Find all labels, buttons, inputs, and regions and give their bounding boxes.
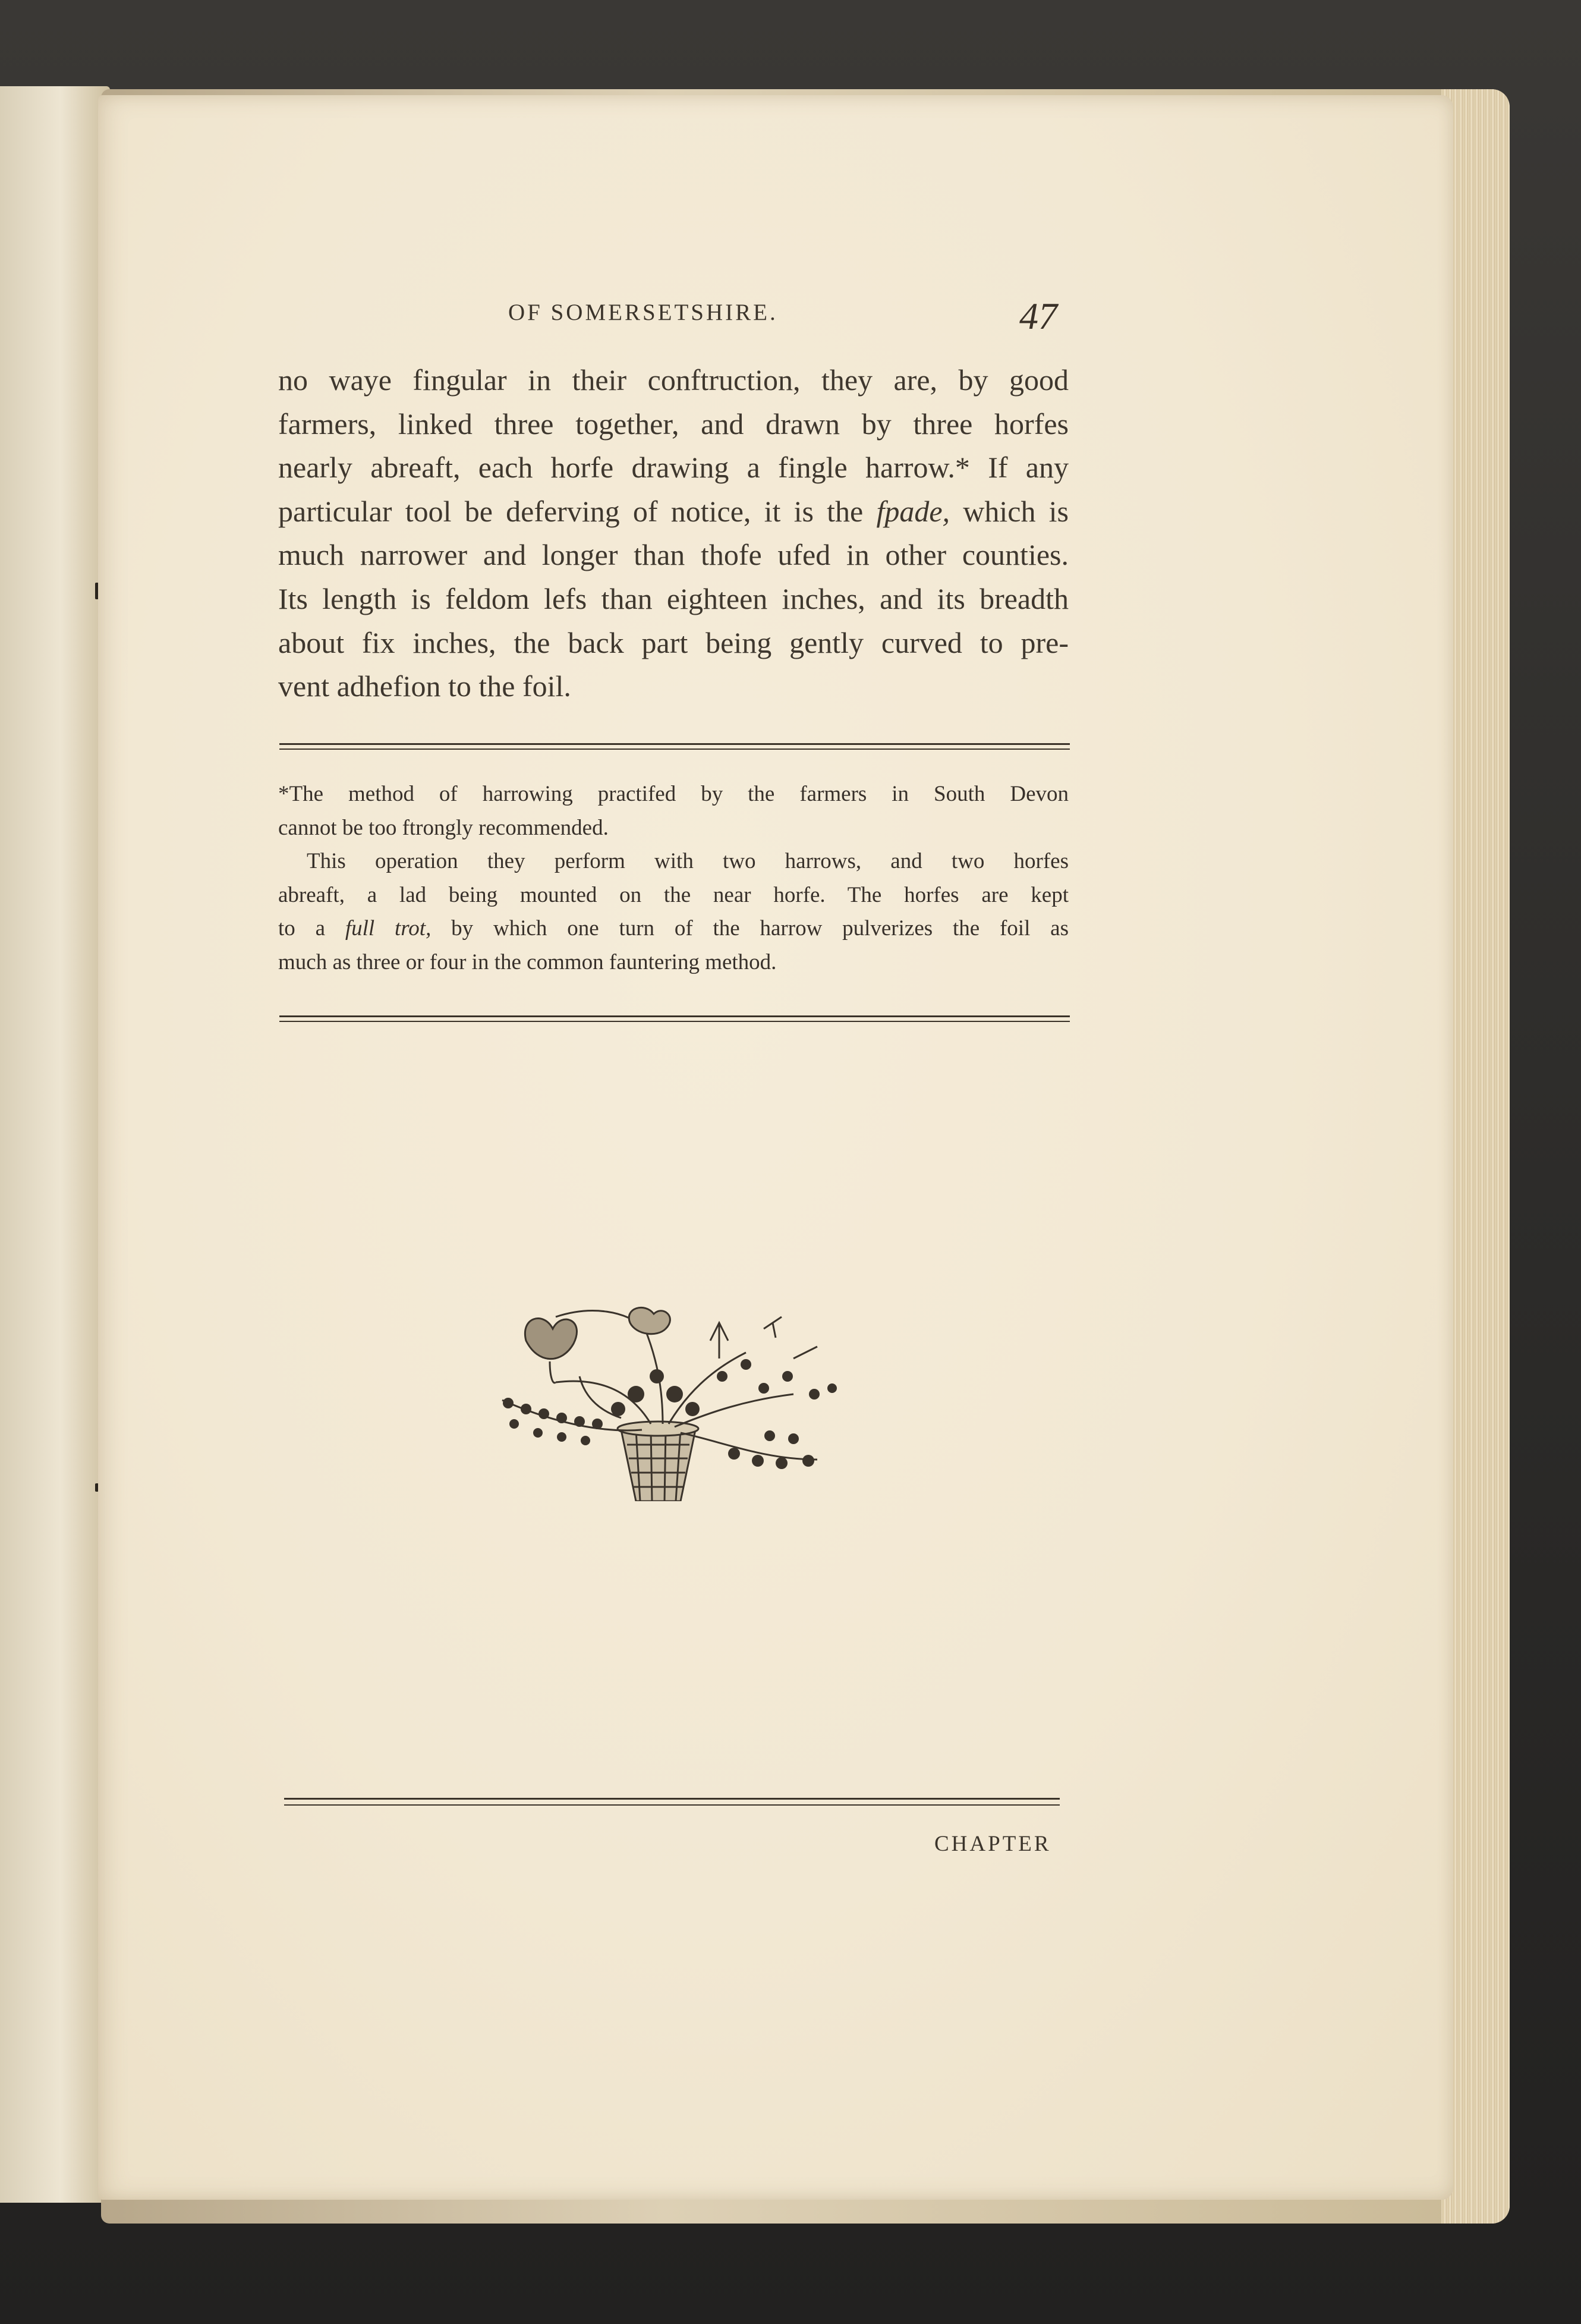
italic-word: fpade, [876, 494, 950, 528]
footnote [278, 778, 1069, 980]
footnote-line: abreaft, a lad being mounted on the near horfe. The horfes are kept [278, 882, 1069, 907]
body-text-run: which is [950, 494, 1069, 528]
body-line: much narrower and longer than thofe ufed in other counties. [278, 538, 1069, 572]
italic-phrase: full trot, [345, 916, 432, 941]
page-number: 47 [1019, 295, 1057, 337]
flower-basket-icon [484, 1305, 844, 1501]
footnote-line: This operation they perform with two harrows, and two horfes [307, 849, 1069, 874]
footnote-rule-bottom-thin [279, 1021, 1070, 1022]
footnote-line [278, 912, 1069, 946]
body-line: about fix inches, the back part being gently curved to pre- [278, 625, 1069, 659]
body-line: nearly abreaft, each horfe drawing a fingle harrow.* If any [278, 451, 1069, 485]
body-line: farmers, linked three together, and drawn by three horfes [278, 407, 1069, 441]
body-line: vent adhefion to the foil. [278, 669, 571, 703]
chapter-rule [284, 1798, 1060, 1800]
footnote-rule-bottom [279, 1015, 1070, 1017]
left-page-edge [0, 86, 110, 2203]
body-text [278, 358, 1069, 709]
body-line: no waye fingular in their conftruction, they are, by good [278, 363, 1069, 397]
catchword: CHAPTER [934, 1832, 1051, 1856]
footnote-rule-top-thin [279, 749, 1070, 750]
footnote-text-run: by which one turn of the harrow pulverizes the foil as [431, 916, 1069, 941]
running-title: OF SOMERSETSHIRE. [508, 300, 778, 325]
footnote-text-run: to a [278, 916, 345, 941]
footnote-line: *The method of harrowing practifed by the farmers in South Devon [278, 782, 1069, 806]
body-line: Its length is feldom lefs than eighteen inches, and its breadth [278, 581, 1069, 615]
body-text-run: particular tool be deferving of notice, it is the [278, 494, 877, 528]
body-line [278, 490, 1069, 534]
footnote-line: much as three or four in the common fauntering method. [278, 949, 777, 974]
chapter-rule-thin [284, 1804, 1060, 1806]
footnote-line: cannot be too ftrongly recommended. [278, 815, 609, 840]
footnote-rule-top [279, 743, 1070, 745]
